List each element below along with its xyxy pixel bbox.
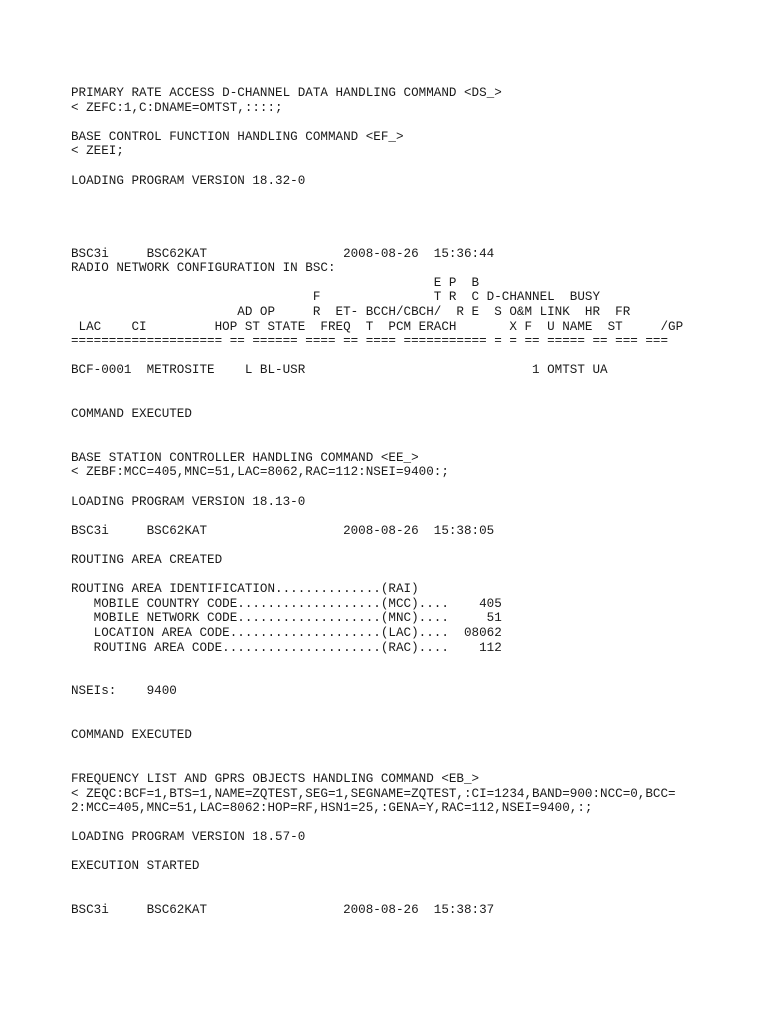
terminal-line: BSC3i BSC62KAT 2008-08-26 15:38:37: [71, 903, 495, 918]
terminal-line: ROUTING AREA CREATED: [71, 553, 223, 567]
terminal-line: AD OP R ET- BCCH/CBCH/ R E S O&M LINK HR FR: [71, 304, 631, 319]
terminal-line: [71, 509, 731, 524]
terminal-line: [71, 757, 731, 772]
terminal-line: [71, 217, 731, 232]
terminal-line: [71, 115, 731, 130]
terminal-line: [71, 422, 731, 437]
terminal-line: F T R C D-CHANNEL BUSY: [71, 290, 601, 305]
terminal-line: ROUTING AREA IDENTIFICATION..............(RAI): [71, 582, 419, 597]
terminal-line: ==================== == ====== ==== == ==== =========== = = == ===== == === ===: [71, 334, 669, 349]
terminal-line: ROUTING AREA CODE.....................(RAC).... 112: [71, 640, 502, 655]
terminal-line: LOADING PROGRAM VERSION 18.13-0: [71, 494, 306, 509]
terminal-line: PRIMARY RATE ACCESS D-CHANNEL DATA HANDLING COMMAND <DS_>: [71, 86, 502, 100]
terminal-line: [71, 392, 731, 407]
terminal-line: BCF-0001 METROSITE L BL-USR 1 OMTST UA: [71, 363, 608, 378]
terminal-line: [71, 436, 731, 451]
terminal-line: [71, 378, 731, 393]
terminal-line: [71, 699, 731, 714]
terminal-line: LOADING PROGRAM VERSION 18.32-0: [71, 173, 306, 188]
terminal-line: [71, 655, 731, 670]
terminal-line: BASE CONTROL FUNCTION HANDLING COMMAND <EF_>: [71, 129, 404, 144]
terminal-line: 2:MCC=405,MNC=51,LAC=8062:HOP=RF,HSN1=25,:GENA=Y,RAC=112,NSEI=9400,:;: [71, 801, 593, 816]
terminal-line: [71, 889, 731, 904]
terminal-line: < ZEQC:BCF=1,BTS=1,NAME=ZQTEST,SEG=1,SEGNAME=ZQTEST,:CI=1234,BAND=900:NCC=0,BCC=: [71, 786, 676, 801]
terminal-line: [71, 845, 731, 860]
terminal-line: RADIO NETWORK CONFIGURATION IN BSC:: [71, 261, 336, 276]
terminal-line: COMMAND EXECUTED: [71, 728, 192, 743]
terminal-line: [71, 568, 731, 583]
terminal-line: [71, 743, 731, 758]
terminal-line: COMMAND EXECUTED: [71, 407, 192, 422]
terminal-line: EXECUTION STARTED: [71, 859, 200, 874]
terminal-line: < ZEFC:1,C:DNAME=OMTST,::::;: [71, 100, 283, 115]
terminal-line: [71, 188, 731, 203]
terminal-line: [71, 232, 731, 247]
terminal-line: LOCATION AREA CODE....................(LAC).... 08062: [71, 625, 502, 640]
terminal-line: [71, 480, 731, 495]
terminal-line: BSC3i BSC62KAT 2008-08-26 15:36:44: [71, 246, 495, 261]
terminal-line: MOBILE COUNTRY CODE...................(MCC).... 405: [71, 596, 502, 611]
terminal-line: < ZEBF:MCC=405,MNC=51,LAC=8062,RAC=112:NSEI=9400:;: [71, 465, 449, 480]
terminal-line: [71, 714, 731, 729]
terminal-line: [71, 203, 731, 218]
terminal-line: [71, 816, 731, 831]
terminal-line: [71, 874, 731, 889]
terminal-line: MOBILE NETWORK CODE...................(MNC).... 51: [71, 611, 502, 626]
terminal-line: NSEIs: 9400: [71, 684, 177, 699]
terminal-output: [71, 86, 731, 918]
terminal-line: [71, 159, 731, 174]
terminal-line: [71, 349, 731, 364]
terminal-line: FREQUENCY LIST AND GPRS OBJECTS HANDLING COMMAND <EB_>: [71, 771, 480, 786]
terminal-line: < ZEEI;: [71, 144, 124, 159]
terminal-line: BSC3i BSC62KAT 2008-08-26 15:38:05: [71, 523, 495, 538]
terminal-line: LOADING PROGRAM VERSION 18.57-0: [71, 830, 306, 845]
terminal-line: E P B: [71, 275, 480, 290]
terminal-line: BASE STATION CONTROLLER HANDLING COMMAND <EE_>: [71, 450, 419, 465]
terminal-line: LAC CI HOP ST STATE FREQ T PCM ERACH X F U NAME ST /GP: [71, 319, 684, 334]
terminal-line: [71, 538, 731, 553]
terminal-line: [71, 670, 731, 685]
